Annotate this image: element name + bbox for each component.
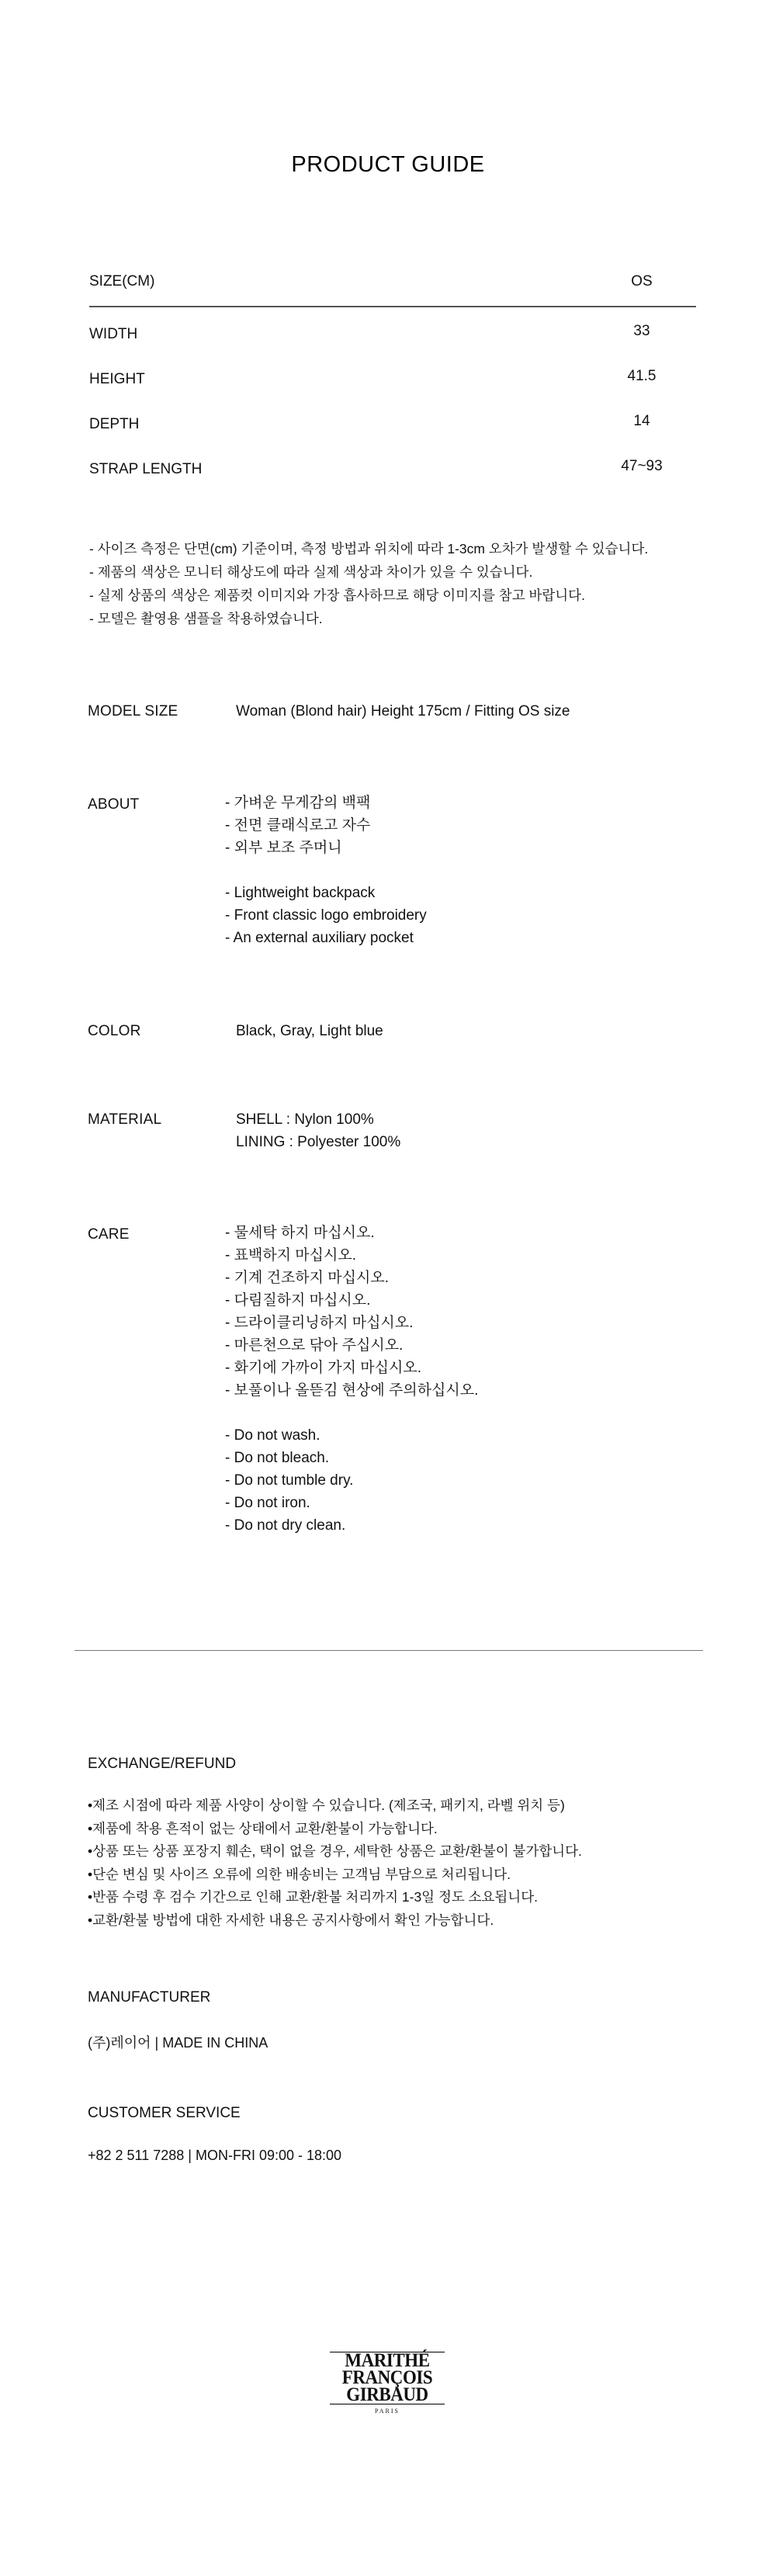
color-label: COLOR [88, 1023, 141, 1039]
size-table [89, 272, 696, 487]
care-list [225, 1222, 478, 1537]
brand-logo [330, 2352, 445, 2415]
page-title: PRODUCT GUIDE [291, 152, 485, 177]
size-table-header [89, 272, 696, 307]
size-header-label: SIZE(CM) [89, 273, 155, 289]
care-item-ko: - 표백하지 마십시오. [225, 1247, 356, 1264]
care-item-ko: - 마른천으로 닦아 주십시오. [225, 1337, 404, 1354]
size-notes [89, 537, 648, 630]
about-item-ko: - 외부 보조 주머니 [225, 840, 342, 856]
exchange-item: •제품에 착용 흔적이 없는 상태에서 교환/환불이 가능합니다. [88, 1820, 438, 1836]
exchange-item: •상품 또는 상품 포장지 훼손, 택이 없을 경우, 세탁한 상품은 교환/환불이 불가합니다. [88, 1843, 582, 1859]
care-item-ko: - 다림질하지 마십시오. [225, 1292, 371, 1309]
exchange-item: •단순 변심 및 사이즈 오류에 의한 배송비는 고객님 부담으로 처리됩니다. [88, 1866, 511, 1882]
about-item-en: - Lightweight backpack [225, 885, 376, 901]
care-item-ko: - 기계 건조하지 마십시오. [225, 1270, 389, 1286]
customer-service-title: CUSTOMER SERVICE [88, 2105, 241, 2121]
material-shell: SHELL : Nylon 100% [236, 1111, 374, 1128]
size-row-width [89, 307, 696, 352]
size-row-strap-length [89, 442, 696, 487]
size-row-value: 47~93 [621, 458, 663, 474]
size-row-height [89, 352, 696, 397]
about-label: ABOUT [88, 796, 140, 813]
model-size-label: MODEL SIZE [88, 703, 178, 719]
about-item-ko: - 가벼운 무게감의 백팩 [225, 795, 371, 811]
size-row-value: 41.5 [627, 368, 656, 384]
care-item-en: - Do not dry clean. [225, 1517, 346, 1534]
material-label: MATERIAL [88, 1111, 162, 1128]
model-size-text: Woman (Blond hair) Height 175cm / Fitting OS size [236, 703, 570, 719]
exchange-title: EXCHANGE/REFUND [88, 1756, 237, 1772]
care-item-en: - Do not bleach. [225, 1450, 330, 1466]
about-list [225, 792, 427, 949]
exchange-list [88, 1794, 582, 1932]
about-item-en: - An external auxiliary pocket [225, 930, 414, 946]
care-item-ko: - 물세탁 하지 마십시오. [225, 1225, 375, 1241]
exchange-item: •반품 수령 후 검수 기간으로 인해 교환/환불 처리까지 1-3일 정도 소요됩니다. [88, 1889, 539, 1905]
size-row-label: STRAP LENGTH [89, 461, 203, 477]
exchange-item: •제조 시점에 따라 제품 사양이 상이할 수 있습니다. (제조국, 패키지, 라벨 위치 등) [88, 1798, 565, 1813]
material-text [236, 1108, 400, 1153]
logo-sub: PARIS [375, 2408, 400, 2415]
note-item: - 사이즈 측정은 단면(cm) 기준이며, 측정 방법과 위치에 따라 1-3cm 오차가 발생할 수 있습니다. [89, 541, 649, 556]
exchange-item: •교환/환불 방법에 대한 자세한 내용은 공지사항에서 확인 가능합니다. [88, 1912, 494, 1928]
note-item: - 제품의 색상은 모니터 해상도에 따라 실제 색상과 차이가 있을 수 있습니다. [89, 564, 533, 580]
size-row-label: DEPTH [89, 416, 140, 432]
logo-line: FRANÇOIS [341, 2367, 433, 2388]
logo-line: GIRBAUD [346, 2384, 428, 2405]
size-row-value: 33 [633, 323, 650, 339]
care-item-ko: - 화기에 가까이 가지 마십시오. [225, 1360, 421, 1376]
size-row-label: WIDTH [89, 326, 138, 342]
care-item-ko: - 보풀이나 올뜯김 현상에 주의하십시오. [225, 1382, 479, 1399]
size-row-depth [89, 397, 696, 442]
care-item-en: - Do not iron. [225, 1495, 310, 1511]
customer-service-text: +82 2 511 7288 | MON-FRI 09:00 - 18:00 [88, 2148, 342, 2163]
section-divider [74, 1650, 703, 1651]
manufacturer-text: (주)레이어 | MADE IN CHINA [88, 2035, 268, 2051]
note-item: - 실제 상품의 색상은 제품컷 이미지와 가장 흡사하므로 해당 이미지를 참고 바랍니다. [89, 588, 585, 603]
logo-line: MARITHÉ [345, 2350, 430, 2371]
about-item-en: - Front classic logo embroidery [225, 907, 427, 924]
care-item-ko: - 드라이클리닝하지 마십시오. [225, 1315, 414, 1331]
about-item-ko: - 전면 클래식로고 자수 [225, 817, 371, 834]
material-lining: LINING : Polyester 100% [236, 1134, 401, 1150]
care-item-en: - Do not tumble dry. [225, 1472, 354, 1489]
size-header-value: OS [631, 273, 653, 289]
care-label: CARE [88, 1226, 130, 1243]
size-row-label: HEIGHT [89, 371, 145, 387]
care-item-en: - Do not wash. [225, 1427, 320, 1444]
color-text: Black, Gray, Light blue [236, 1023, 383, 1039]
manufacturer-title: MANUFACTURER [88, 1989, 211, 2006]
size-row-value: 14 [633, 413, 650, 429]
note-item: - 모델은 촬영용 샘플을 착용하였습니다. [89, 611, 323, 626]
